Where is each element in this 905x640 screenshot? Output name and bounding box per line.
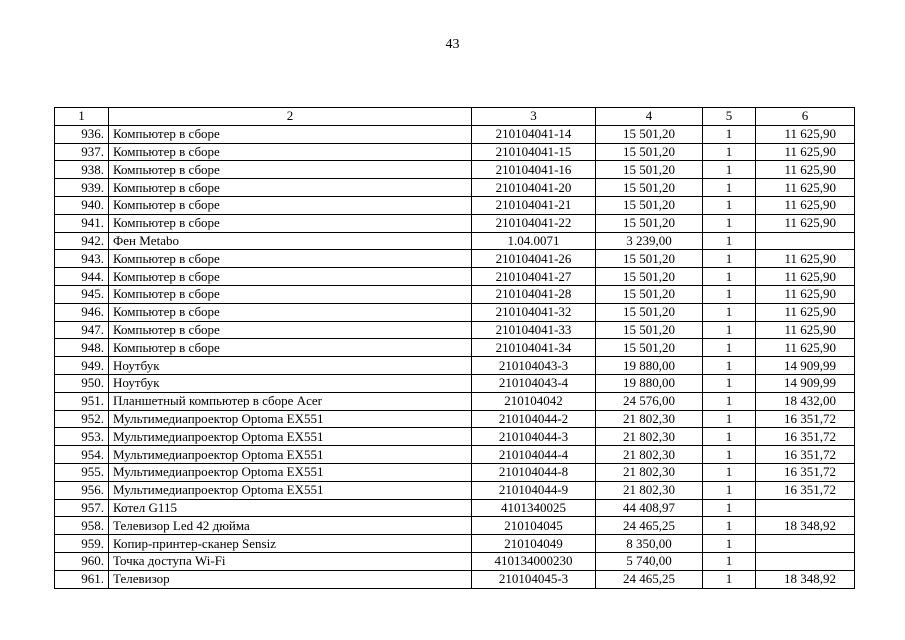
price-cell: 15 501,20 xyxy=(596,214,703,232)
price-cell: 21 802,30 xyxy=(596,428,703,446)
item-name-cell: Компьютер в сборе xyxy=(109,321,472,339)
table-row xyxy=(55,428,855,446)
inventory-number-cell: 210104044-3 xyxy=(472,428,596,446)
price-cell: 15 501,20 xyxy=(596,143,703,161)
residual-value-cell: 14 909,99 xyxy=(756,374,855,392)
residual-value-cell: 11 625,90 xyxy=(756,214,855,232)
price-cell: 15 501,20 xyxy=(596,285,703,303)
inventory-number-cell: 210104041-16 xyxy=(472,161,596,179)
item-name-cell: Компьютер в сборе xyxy=(109,285,472,303)
column-header: 1 xyxy=(55,108,109,126)
item-name-cell: Телевизор xyxy=(109,570,472,588)
table-row xyxy=(55,410,855,428)
price-cell: 15 501,20 xyxy=(596,303,703,321)
item-name-cell: Копир-принтер-сканер Sensiz xyxy=(109,535,472,553)
price-cell: 3 239,00 xyxy=(596,232,703,250)
item-name-cell: Планшетный компьютер в сборе Acer xyxy=(109,392,472,410)
table-row xyxy=(55,570,855,588)
row-number-cell: 960. xyxy=(55,552,109,570)
item-name-cell: Компьютер в сборе xyxy=(109,214,472,232)
residual-value-cell: 16 351,72 xyxy=(756,446,855,464)
quantity-cell: 1 xyxy=(703,446,756,464)
quantity-cell: 1 xyxy=(703,552,756,570)
quantity-cell: 1 xyxy=(703,143,756,161)
row-number-cell: 954. xyxy=(55,446,109,464)
item-name-cell: Компьютер в сборе xyxy=(109,339,472,357)
price-cell: 15 501,20 xyxy=(596,250,703,268)
row-number-cell: 944. xyxy=(55,268,109,286)
item-name-cell: Компьютер в сборе xyxy=(109,250,472,268)
inventory-number-cell: 210104041-32 xyxy=(472,303,596,321)
row-number-cell: 945. xyxy=(55,285,109,303)
quantity-cell: 1 xyxy=(703,428,756,446)
row-number-cell: 957. xyxy=(55,499,109,517)
inventory-number-cell: 210104042 xyxy=(472,392,596,410)
table-row xyxy=(55,161,855,179)
quantity-cell: 1 xyxy=(703,392,756,410)
table-row xyxy=(55,357,855,375)
price-cell: 21 802,30 xyxy=(596,410,703,428)
table-row xyxy=(55,268,855,286)
residual-value-cell: 11 625,90 xyxy=(756,179,855,197)
row-number-cell: 952. xyxy=(55,410,109,428)
column-header: 4 xyxy=(596,108,703,126)
item-name-cell: Мультимедиапроектор Optoma EX551 xyxy=(109,463,472,481)
table-row xyxy=(55,446,855,464)
column-header: 2 xyxy=(109,108,472,126)
table-row xyxy=(55,339,855,357)
inventory-number-cell: 410134000230 xyxy=(472,552,596,570)
item-name-cell: Компьютер в сборе xyxy=(109,161,472,179)
quantity-cell: 1 xyxy=(703,374,756,392)
item-name-cell: Ноутбук xyxy=(109,374,472,392)
quantity-cell: 1 xyxy=(703,499,756,517)
table-row xyxy=(55,214,855,232)
item-name-cell: Компьютер в сборе xyxy=(109,179,472,197)
price-cell: 24 576,00 xyxy=(596,392,703,410)
table-row xyxy=(55,481,855,499)
row-number-cell: 938. xyxy=(55,161,109,179)
page-number: 43 xyxy=(445,37,460,52)
table-row xyxy=(55,517,855,535)
price-cell: 21 802,30 xyxy=(596,446,703,464)
residual-value-cell: 14 909,99 xyxy=(756,357,855,375)
item-name-cell: Котел G115 xyxy=(109,499,472,517)
price-cell: 15 501,20 xyxy=(596,125,703,143)
residual-value-cell: 11 625,90 xyxy=(756,143,855,161)
item-name-cell: Мультимедиапроектор Optoma EX551 xyxy=(109,446,472,464)
inventory-number-cell: 210104045 xyxy=(472,517,596,535)
quantity-cell: 1 xyxy=(703,179,756,197)
table-row xyxy=(55,392,855,410)
quantity-cell: 1 xyxy=(703,357,756,375)
residual-value-cell: 16 351,72 xyxy=(756,428,855,446)
inventory-number-cell: 210104041-15 xyxy=(472,143,596,161)
price-cell: 19 880,00 xyxy=(596,374,703,392)
residual-value-cell xyxy=(756,232,855,250)
quantity-cell: 1 xyxy=(703,339,756,357)
price-cell: 5 740,00 xyxy=(596,552,703,570)
residual-value-cell: 11 625,90 xyxy=(756,268,855,286)
inventory-number-cell: 210104044-2 xyxy=(472,410,596,428)
inventory-number-cell: 210104049 xyxy=(472,535,596,553)
quantity-cell: 1 xyxy=(703,268,756,286)
quantity-cell: 1 xyxy=(703,125,756,143)
item-name-cell: Мультимедиапроектор Optoma EX551 xyxy=(109,481,472,499)
quantity-cell: 1 xyxy=(703,161,756,179)
column-header: 3 xyxy=(472,108,596,126)
residual-value-cell: 16 351,72 xyxy=(756,410,855,428)
table-header-row xyxy=(55,108,855,126)
row-number-cell: 956. xyxy=(55,481,109,499)
item-name-cell: Компьютер в сборе xyxy=(109,125,472,143)
price-cell: 24 465,25 xyxy=(596,570,703,588)
table-row xyxy=(55,250,855,268)
row-number-cell: 937. xyxy=(55,143,109,161)
row-number-cell: 959. xyxy=(55,535,109,553)
residual-value-cell: 18 348,92 xyxy=(756,517,855,535)
item-name-cell: Мультимедиапроектор Optoma EX551 xyxy=(109,410,472,428)
inventory-number-cell: 210104041-14 xyxy=(472,125,596,143)
row-number-cell: 946. xyxy=(55,303,109,321)
inventory-number-cell: 210104041-21 xyxy=(472,196,596,214)
quantity-cell: 1 xyxy=(703,321,756,339)
quantity-cell: 1 xyxy=(703,517,756,535)
quantity-cell: 1 xyxy=(703,303,756,321)
quantity-cell: 1 xyxy=(703,410,756,428)
table-row xyxy=(55,303,855,321)
table-body xyxy=(55,125,855,588)
price-cell: 15 501,20 xyxy=(596,339,703,357)
table-row xyxy=(55,179,855,197)
quantity-cell: 1 xyxy=(703,481,756,499)
price-cell: 19 880,00 xyxy=(596,357,703,375)
item-name-cell: Компьютер в сборе xyxy=(109,143,472,161)
column-header: 5 xyxy=(703,108,756,126)
residual-value-cell: 11 625,90 xyxy=(756,321,855,339)
row-number-cell: 953. xyxy=(55,428,109,446)
inventory-number-cell: 210104044-8 xyxy=(472,463,596,481)
residual-value-cell: 11 625,90 xyxy=(756,196,855,214)
residual-value-cell: 18 432,00 xyxy=(756,392,855,410)
row-number-cell: 948. xyxy=(55,339,109,357)
residual-value-cell xyxy=(756,535,855,553)
price-cell: 24 465,25 xyxy=(596,517,703,535)
table-row xyxy=(55,285,855,303)
residual-value-cell: 11 625,90 xyxy=(756,285,855,303)
item-name-cell: Компьютер в сборе xyxy=(109,196,472,214)
row-number-cell: 950. xyxy=(55,374,109,392)
residual-value-cell xyxy=(756,499,855,517)
quantity-cell: 1 xyxy=(703,196,756,214)
item-name-cell: Фен Metabo xyxy=(109,232,472,250)
table-row xyxy=(55,125,855,143)
inventory-number-cell: 210104041-22 xyxy=(472,214,596,232)
quantity-cell: 1 xyxy=(703,570,756,588)
residual-value-cell: 11 625,90 xyxy=(756,250,855,268)
table-row xyxy=(55,143,855,161)
item-name-cell: Телевизор Led 42 дюйма xyxy=(109,517,472,535)
inventory-number-cell: 4101340025 xyxy=(472,499,596,517)
row-number-cell: 955. xyxy=(55,463,109,481)
row-number-cell: 939. xyxy=(55,179,109,197)
item-name-cell: Точка доступа Wi-Fi xyxy=(109,552,472,570)
price-cell: 15 501,20 xyxy=(596,179,703,197)
row-number-cell: 943. xyxy=(55,250,109,268)
quantity-cell: 1 xyxy=(703,463,756,481)
residual-value-cell: 11 625,90 xyxy=(756,125,855,143)
price-cell: 44 408,97 xyxy=(596,499,703,517)
residual-value-cell: 11 625,90 xyxy=(756,303,855,321)
table-row xyxy=(55,374,855,392)
inventory-number-cell: 210104044-4 xyxy=(472,446,596,464)
residual-value-cell xyxy=(756,552,855,570)
price-cell: 15 501,20 xyxy=(596,161,703,179)
row-number-cell: 940. xyxy=(55,196,109,214)
row-number-cell: 941. xyxy=(55,214,109,232)
price-cell: 15 501,20 xyxy=(596,321,703,339)
inventory-number-cell: 210104041-27 xyxy=(472,268,596,286)
table-row xyxy=(55,552,855,570)
item-name-cell: Мультимедиапроектор Optoma EX551 xyxy=(109,428,472,446)
price-cell: 21 802,30 xyxy=(596,481,703,499)
price-cell: 15 501,20 xyxy=(596,268,703,286)
item-name-cell: Компьютер в сборе xyxy=(109,268,472,286)
residual-value-cell: 16 351,72 xyxy=(756,463,855,481)
row-number-cell: 961. xyxy=(55,570,109,588)
price-cell: 21 802,30 xyxy=(596,463,703,481)
row-number-cell: 951. xyxy=(55,392,109,410)
inventory-number-cell: 210104041-20 xyxy=(472,179,596,197)
inventory-number-cell: 210104041-28 xyxy=(472,285,596,303)
inventory-number-cell: 1.04.0071 xyxy=(472,232,596,250)
inventory-number-cell: 210104043-4 xyxy=(472,374,596,392)
residual-value-cell: 18 348,92 xyxy=(756,570,855,588)
inventory-number-cell: 210104041-33 xyxy=(472,321,596,339)
column-header: 6 xyxy=(756,108,855,126)
quantity-cell: 1 xyxy=(703,214,756,232)
inventory-number-cell: 210104045-3 xyxy=(472,570,596,588)
inventory-number-cell: 210104041-26 xyxy=(472,250,596,268)
table-row xyxy=(55,463,855,481)
row-number-cell: 942. xyxy=(55,232,109,250)
inventory-number-cell: 210104044-9 xyxy=(472,481,596,499)
row-number-cell: 947. xyxy=(55,321,109,339)
table-row xyxy=(55,499,855,517)
quantity-cell: 1 xyxy=(703,535,756,553)
residual-value-cell: 16 351,72 xyxy=(756,481,855,499)
item-name-cell: Компьютер в сборе xyxy=(109,303,472,321)
quantity-cell: 1 xyxy=(703,250,756,268)
row-number-cell: 949. xyxy=(55,357,109,375)
quantity-cell: 1 xyxy=(703,285,756,303)
price-cell: 8 350,00 xyxy=(596,535,703,553)
table-row xyxy=(55,535,855,553)
table-row xyxy=(55,232,855,250)
price-cell: 15 501,20 xyxy=(596,196,703,214)
row-number-cell: 958. xyxy=(55,517,109,535)
table-row xyxy=(55,321,855,339)
inventory-number-cell: 210104041-34 xyxy=(472,339,596,357)
residual-value-cell: 11 625,90 xyxy=(756,339,855,357)
row-number-cell: 936. xyxy=(55,125,109,143)
item-name-cell: Ноутбук xyxy=(109,357,472,375)
quantity-cell: 1 xyxy=(703,232,756,250)
inventory-table xyxy=(54,107,855,589)
inventory-number-cell: 210104043-3 xyxy=(472,357,596,375)
table-row xyxy=(55,196,855,214)
residual-value-cell: 11 625,90 xyxy=(756,161,855,179)
